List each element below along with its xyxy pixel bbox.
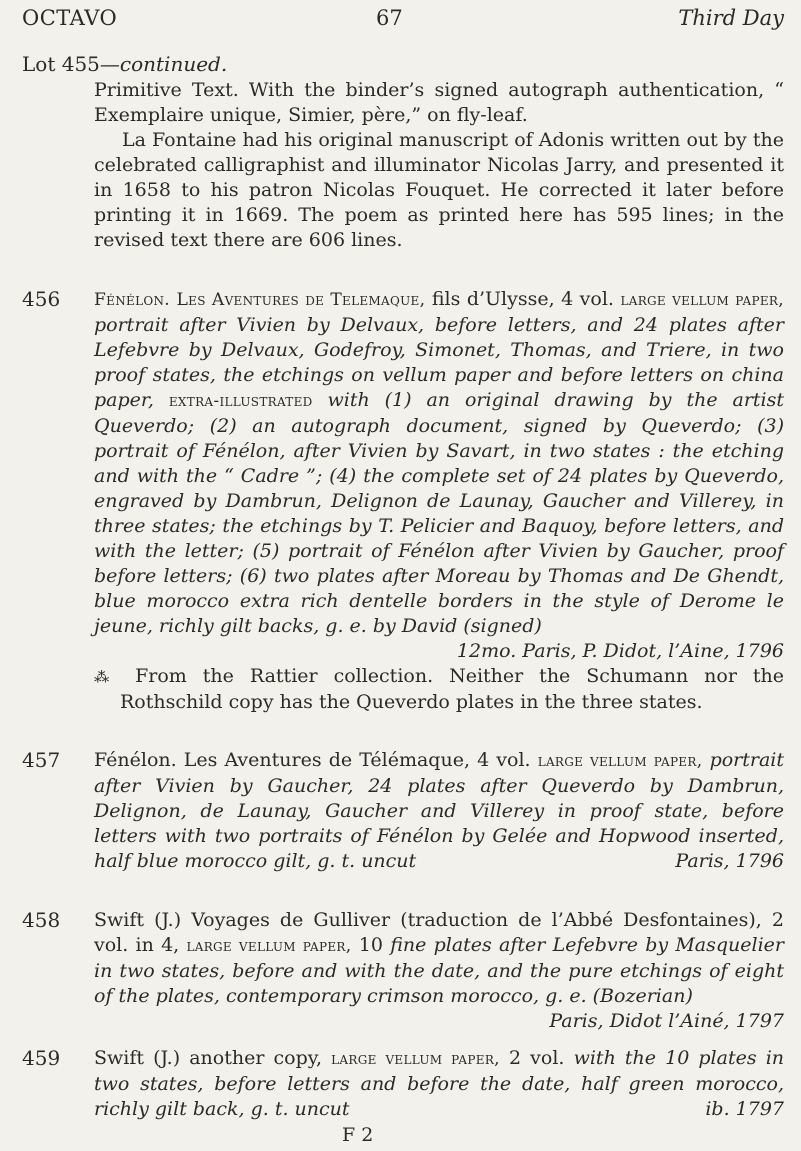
entry-458-description — [94, 908, 784, 1009]
entry-457-title: Fénélon. Les Aventures de Télémaque, 4 vol. — [94, 749, 531, 771]
lot-455-continuation — [94, 78, 784, 253]
entry-456-note-text: From the Rattier collection. Neither the Schumann nor the Rothschild copy has the Queverdo plates in the three states. — [120, 665, 785, 713]
lot-455-paragraph-2: La Fontaine had his original manuscript of Adonis written out by the celebrated calligraphist and illuminator Nicolas Jarry, and presented it in 1658 to his patron Nicolas Fouquet. He corrected it later before printing it in 1669. The poem as printed here has 595 lines; in the revised text there are 606 lines. — [94, 129, 784, 251]
entry-456 — [94, 287, 784, 715]
entry-459-contents: with the 10 plates in two states, before letters and before the date, half green morocco, richly gilt back, g. t. uncut — [94, 1047, 785, 1120]
entry-459-volumes: 2 vol. — [509, 1047, 565, 1069]
entry-457 — [94, 748, 784, 874]
entry-456-title: Les Aventures de Telemaque, — [176, 290, 426, 310]
entry-456-subtitle: fils d’Ulysse, 4 vol. — [431, 288, 614, 310]
entry-458 — [94, 908, 784, 1034]
entry-number: 457 — [22, 748, 61, 772]
entry-457-illustrations: portrait after Vivien by Gaucher, 24 plates after Queverdo by Dambrun, Delignon, de Launay, Gaucher and Villerey in proof state, before letters with two portraits of Fénélon by Gelée and Hopwood inserted, half blue morocco gilt, g. t. uncut — [94, 749, 785, 872]
running-head-day: Third Day — [678, 6, 784, 30]
entry-458-imprint: Paris, Didot l’Ainé, 1797 — [549, 1010, 784, 1032]
running-head-format: OCTAVO — [22, 6, 118, 30]
catalogue-page — [22, 0, 784, 1151]
entry-456-imprint: 12mo. Paris, P. Didot, l’Aine, 1796 — [456, 640, 784, 662]
entry-456-contents: with (1) an original drawing by the artist Queverdo; (2) an autograph document, signed by Queverdo; (3) portrait of Fénélon, after Vivien by Savart, in two states : the etching and with the “ Cadre ”; (4) the complete set of 24 plates by Queverdo, engraved by Dambrun, Delignon de Launay, Gaucher and Villerey, in three states; the etchings by T. Pelicier and Baquoy, before letters, and with the letter; (5) portrait of Fénélon after Vivien by Gaucher, proof before letters; (6) two plates after Moreau by Thomas and De Ghendt, blue morocco extra rich dentelle borders in the style of Derome le jeune, richly gilt backs, g. e. by David (signed) — [94, 389, 785, 637]
entry-459 — [94, 1046, 784, 1122]
lot-heading — [22, 52, 227, 76]
entry-456-extra-illustrated: extra-illustrated — [168, 391, 313, 411]
entry-456-author: Fénélon. — [94, 290, 171, 310]
entry-456-paper: large vellum paper, — [620, 290, 784, 310]
entry-458-illustrations: fine plates after Lefebvre by Masquelier in two states, before and with the date, and the pure etchings of eight of the plates, contemporary crimson morocco, g. e. (Bozerian) — [94, 934, 784, 1007]
lot-continued: —continued. — [99, 52, 228, 76]
entry-457-imprint: Paris, 1796 — [675, 850, 784, 872]
entry-459-title: Swift (J.) another copy, — [94, 1047, 323, 1069]
entry-number: 456 — [22, 287, 61, 311]
entry-456-illustrations: portrait after Vivien by Delvaux, before letters, and 24 plates after Lefebvre by Delvaux, Godefroy, Simonet, Thomas, and Triere, in two proof states, the etchings on vellum paper and before letters on china paper, — [94, 314, 784, 411]
asterism-mark: ⁂ — [94, 668, 120, 686]
page-number: 67 — [376, 6, 403, 30]
entry-457-paper: large vellum paper, — [537, 751, 703, 771]
entry-number: 458 — [22, 908, 61, 932]
entry-459-imprint: ib. 1797 — [705, 1098, 784, 1120]
entry-458-paper: large vellum paper, — [186, 936, 352, 956]
entry-456-note — [94, 664, 784, 715]
entry-459-paper: large vellum paper, — [331, 1049, 500, 1069]
entry-458-title: Swift (J.) Voyages de Gulliver (traduction de l’Abbé Desfontaines), 2 vol. in 4, — [94, 909, 784, 956]
entry-458-plate-count: 10 — [358, 934, 383, 956]
lot-prefix: Lot 455 — [22, 52, 100, 76]
entry-456-description — [94, 287, 784, 639]
lot-455-paragraph-1: Primitive Text. With the binder’s signed autograph authentication, “ Exemplaire unique, Simier, père,” on fly-leaf. — [94, 79, 784, 126]
running-head — [22, 6, 784, 36]
signature-mark: F 2 — [342, 1124, 374, 1146]
entry-number: 459 — [22, 1046, 61, 1070]
